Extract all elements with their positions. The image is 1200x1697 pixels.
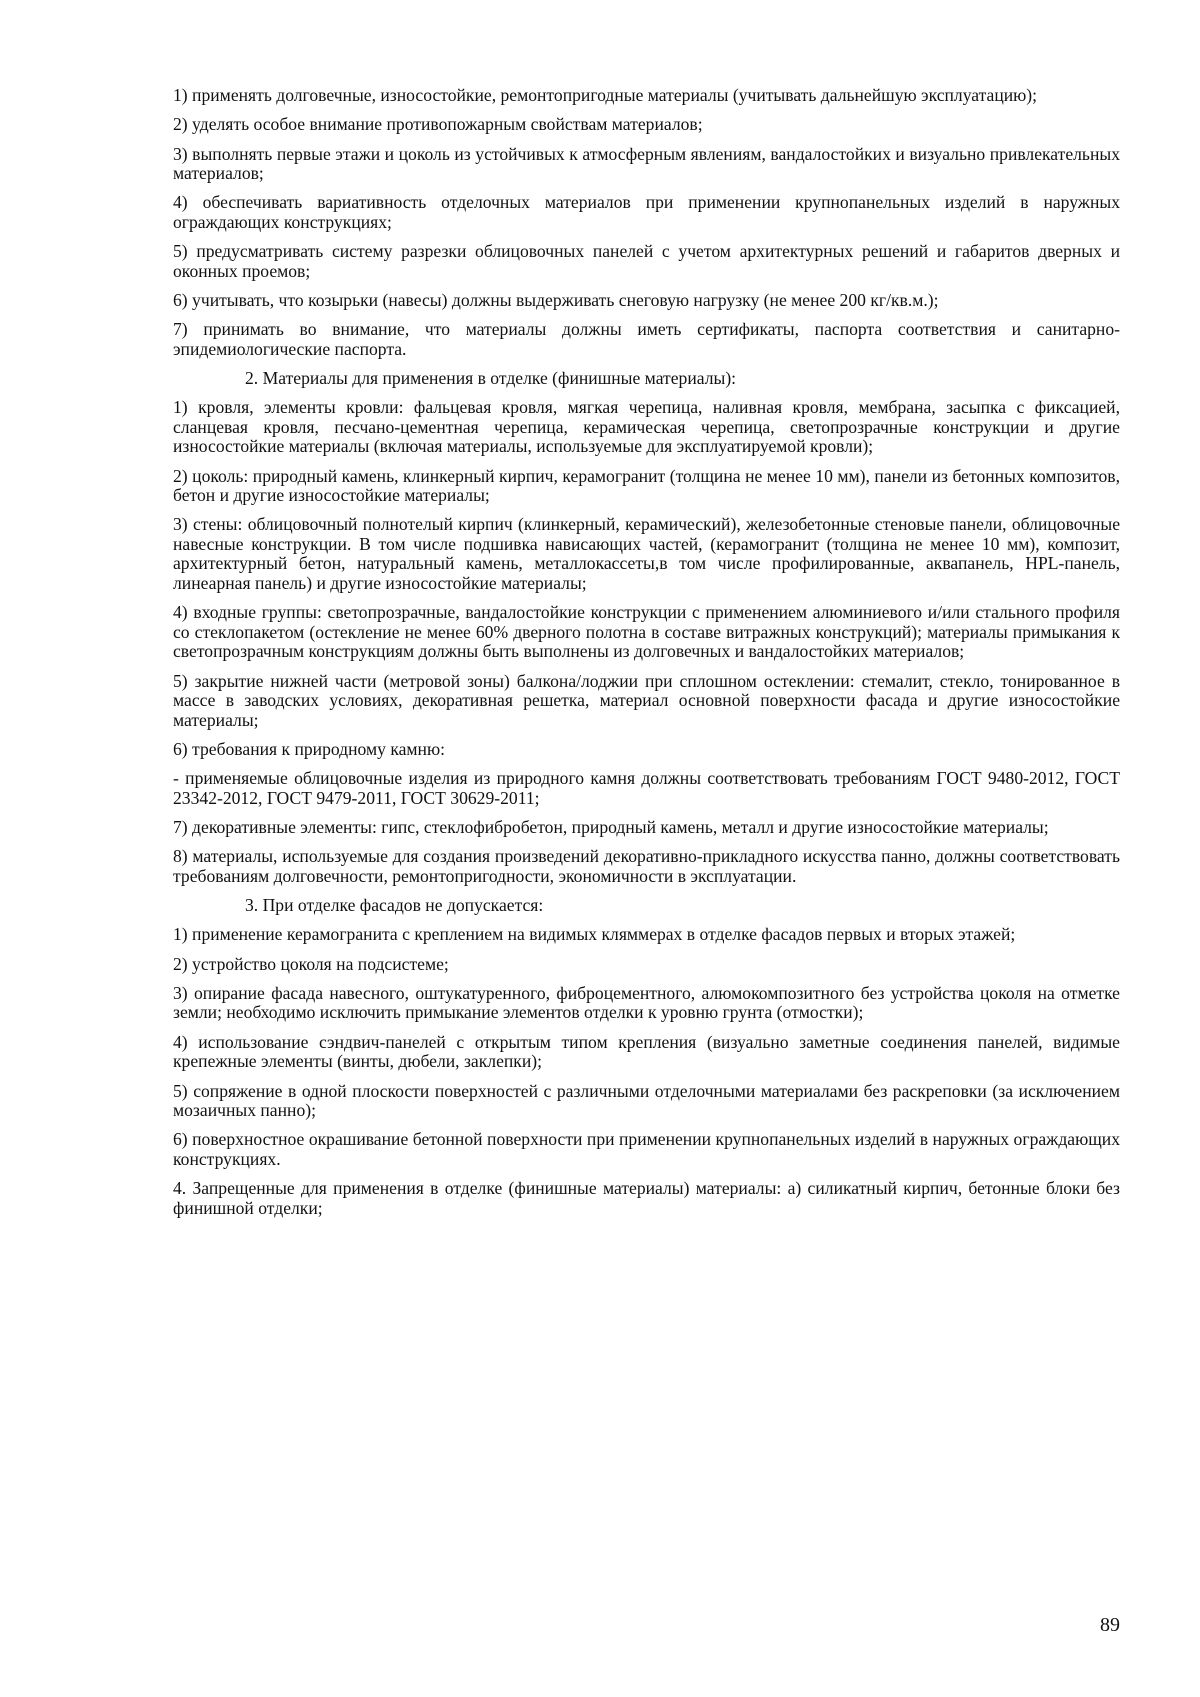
paragraph: 2) цоколь: природный камень, клинкерный кирпич, керамогранит (толщина не менее 10 мм), панели из бетонных композитов, бетон и другие износостойкие материалы; bbox=[173, 465, 1120, 506]
paragraph: - применяемые облицовочные изделия из природного камня должны соответствовать требованиям ГОСТ 9480-2012, ГОСТ 23342-2012, ГОСТ 9479-2011, ГОСТ 30629-2011; bbox=[173, 768, 1120, 808]
paragraph: 1) применение керамогранита с креплением на видимых кляммерах в отделке фасадов первых и вторых этажей; bbox=[173, 924, 1016, 945]
paragraph: 3) стены: облицовочный полнотелый кирпич (клинкерный, керамический), железобетонные стеновые панели, облицовочные навесные конструкции. В том числе подшивка нависающих частей, (керамогранит (толщина не менее 10 мм), композит, архитектурный бетон, натуральный камень, металлокассеты,в том числе профилированные, аквапанель, HPL-панель, линеарная панель) и другие износостойкие материалы; bbox=[173, 514, 1120, 593]
paragraph: 4) обеспечивать вариативность отделочных материалов при применении крупнопанельных изделий в наружных ограждающих конструкциях; bbox=[173, 192, 1120, 232]
section-heading: 3. При отделке фасадов не допускается: bbox=[245, 895, 544, 916]
paragraph: 7) декоративные элементы: гипс, стеклофибробетон, природный камень, металл и другие износостойкие материалы; bbox=[173, 816, 1049, 837]
paragraph: 1) применять долговечные, износостойкие, ремонтопригодные материалы (учитывать дальнейшую эксплуатацию); bbox=[173, 85, 1038, 105]
paragraph: 3) опирание фасада навесного, оштукатуренного, фиброцементного, алюмокомпозитного без устройства цоколя на отметке земли; необходимо исключить примыкание элементов отделки к уровню грунта (отмостки); bbox=[173, 982, 1120, 1023]
paragraph: 2) устройство цоколя на подсистеме; bbox=[173, 953, 449, 974]
paragraph: 4) использование сэндвич-панелей с открытым типом крепления (визуально заметные соединения панелей, видимые крепежные элементы (винты, дюбели, заклепки); bbox=[173, 1031, 1120, 1072]
paragraph: 5) предусматривать систему разрезки облицовочных панелей с учетом архитектурных решений и габаритов дверных и оконных проемов; bbox=[173, 241, 1120, 281]
paragraph: 4. Запрещенные для применения в отделке (финишные материалы) материалы: а) силикатный кирпич, бетонные блоки без финишной отделки; bbox=[173, 1178, 1120, 1218]
document-page bbox=[173, 86, 1120, 1228]
paragraph: 3) выполнять первые этажи и цоколь из устойчивых к атмосферным явлениям, вандалостойких и визуально привлекательных материалов; bbox=[173, 143, 1120, 184]
paragraph: 7) принимать во внимание, что материалы должны иметь сертификаты, паспорта соответствия и санитарно-эпидемиологические паспорта. bbox=[173, 319, 1120, 359]
paragraph: 6) поверхностное окрашивание бетонной поверхности при применении крупнопанельных изделий в наружных ограждающих конструкциях. bbox=[173, 1129, 1120, 1169]
paragraph: 8) материалы, используемые для создания произведений декоративно-прикладного искусства панно, должны соответствовать требованиям долговечности, ремонтопригодности, экономичности в эксплуатации. bbox=[173, 846, 1120, 886]
paragraph: 5) закрытие нижней части (метровой зоны) балкона/лоджии при сплошном остеклении: стемалит, стекло, тонированное в массе в заводских условиях, декоративная решетка, материал основной поверхности фасада и другие износостойкие материалы; bbox=[173, 670, 1120, 730]
paragraph: 2) уделять особое внимание противопожарным свойствам материалов; bbox=[173, 114, 703, 135]
document-body bbox=[173, 86, 1120, 1218]
page-number: 89 bbox=[1100, 1614, 1120, 1636]
paragraph: 4) входные группы: светопрозрачные, вандалостойкие конструкции с применением алюминиевого и/или стального профиля со стеклопакетом (остекление не менее 60% дверного полотна в составе витражных конструкций); материалы примыкания к светопрозрачным конструкциям должны быть выполнены из долговечных и вандалостойких материалов; bbox=[173, 602, 1120, 662]
paragraph: 6) требования к природному камню: bbox=[173, 738, 446, 759]
paragraph: 6) учитывать, что козырьки (навесы) должны выдерживать снеговую нагрузку (не менее 200 кг/кв.м.); bbox=[173, 289, 939, 310]
paragraph: 5) сопряжение в одной плоскости поверхностей с различными отделочными материалами без раскреповки (за исключением мозаичных панно); bbox=[173, 1080, 1120, 1121]
paragraph: 1) кровля, элементы кровли: фальцевая кровля, мягкая черепица, наливная кровля, мембрана, засыпка с фиксацией, сланцевая кровля, песчано-цементная черепица, керамическая черепица, светопрозрачные конструкции и другие износостойкие материалы (включая материалы, используемые для эксплуатируемой кровли); bbox=[173, 397, 1120, 457]
section-heading: 2. Материалы для применения в отделке (финишные материалы): bbox=[245, 368, 737, 389]
